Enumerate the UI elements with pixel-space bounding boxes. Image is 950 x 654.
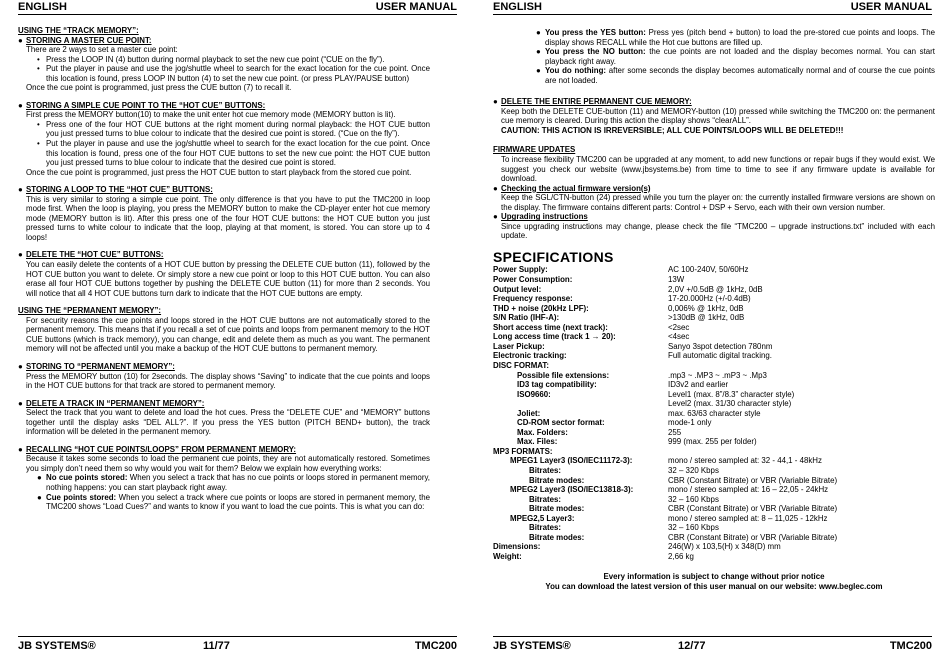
closing-download: You can download the latest version of this user manual on our website: www.beglec.com <box>545 581 883 591</box>
header-language: ENGLISH <box>493 1 542 13</box>
spec-label: ISO9660: <box>517 389 551 399</box>
spec-value: 0,006% @ 1kHz, 0dB <box>668 303 744 313</box>
spec-value: Level1 (max. 8”/8.3” character style) <box>668 389 795 399</box>
bullet-icon: ● <box>18 250 23 260</box>
spec-label: MPEG2 Layer3 (ISO/IEC13818-3): <box>510 485 634 495</box>
list-item: Press the LOOP IN (4) button during normal playback to set the new cue point (“CUE on the fly”). <box>46 54 385 64</box>
list-item: Put the player in pause and use the jog/shuttle wheel to search for the exact location for the cue point. Once this location is found, press one of the four HOT CUE buttons to set the new cue point: the HOT CUE button you just pressed turns to blue colour to indicate that the desired cue point is stored. <box>46 139 430 168</box>
spec-value: 17-20.000Hz (+/-0.4dB) <box>668 294 751 304</box>
list-item: Cue points stored: When you select a track where cue points or loops are stored in permanent memory, the TMC200 shows “Load Cues?” and wants to know if you want to load the cue points. This is what you can do: <box>46 492 430 512</box>
bullet-icon: • <box>37 64 40 74</box>
spec-row <box>493 342 837 352</box>
spec-row <box>493 304 837 314</box>
paragraph: Select the track that you want to delete and load the hot cues. Press the “DELETE CUE” and “MEMORY” buttons together until the display asks “DEL ALL?”. If you press the YES button (PITCH BEND+ button), the track information will be deleted in the permanent memory. <box>26 408 430 437</box>
list-item: Press one of the four HOT CUE buttons at the right moment during normal playback: the HOT CUE button you just pressed turns to blue colour to indicate that the desired cue point is stored. (“Cue on the fly”). <box>46 119 430 139</box>
spec-label: ID3 tag compatibility: <box>517 380 597 390</box>
footer-page-number: 11/77 <box>203 640 230 652</box>
spec-value: <2sec <box>668 322 690 332</box>
page-header <box>18 1 457 15</box>
bullet-icon: ● <box>37 473 42 483</box>
spec-value <box>668 361 837 371</box>
paragraph: Press the MEMORY button (10) for 2seconds. The display shows “Saving” to indicate that the cue points and loops in the HOT CUE buttons for that track are stored to permanent memory. <box>26 371 430 391</box>
section-track-memory <box>18 26 430 93</box>
spec-row <box>493 418 837 428</box>
bullet-icon: ● <box>536 66 541 76</box>
spec-row <box>493 313 837 323</box>
spec-label: CD-ROM sector format: <box>517 418 605 428</box>
spec-row <box>493 428 837 438</box>
paragraph: Keep both the DELETE CUE-button (11) and MEMORY-button (10) pressed while switching the TMC200 on: the permanent cue memory is cleared. During this action the display shows “clearALL”. <box>501 106 935 126</box>
section-specifications <box>493 248 935 592</box>
page-footer <box>493 636 932 651</box>
spec-value: mono / stereo sampled at: 8 – 11,025 - 12kHz <box>668 513 828 523</box>
subsection-heading: DELETE THE “HOT CUE” BUTTONS: <box>26 250 164 260</box>
spec-label: Bitrate modes: <box>529 532 585 542</box>
section-store-permanent <box>18 362 430 391</box>
subsection-heading: Checking the actual firmware version(s) <box>501 183 651 193</box>
list-item: No cue points stored: When you select a track that has no cue points or loops stored in permanent memory, nothing happens: you can start playback right away. <box>46 473 430 492</box>
spec-row <box>493 294 837 304</box>
paragraph: Since upgrading instructions may change, please check the file “TMC200 – upgrade instructions.txt” included with each update. <box>501 221 935 241</box>
bullet-icon: • <box>37 54 40 64</box>
bullet-icon: ● <box>493 183 498 193</box>
section-recall <box>18 445 430 512</box>
recall-options <box>525 28 935 85</box>
spec-row <box>493 447 837 457</box>
paragraph: There are 2 ways to set a master cue point: <box>26 45 178 55</box>
section-simple-cue <box>18 101 430 177</box>
spec-label: Frequency response: <box>493 294 573 304</box>
spec-row <box>493 390 837 400</box>
spec-label <box>493 399 668 409</box>
spec-value: Sanyo 3spot detection 780nm <box>668 341 773 351</box>
spec-value: 2,66 kg <box>668 551 694 561</box>
spec-label: Power Supply: <box>493 265 548 275</box>
spec-value: max. 63/63 character style <box>668 408 761 418</box>
spec-value: CBR (Constant Bitrate) or VBR (Variable Bitrate) <box>668 504 838 514</box>
bullet-icon: ● <box>18 444 23 454</box>
page-right <box>475 0 950 654</box>
spec-row <box>493 485 837 495</box>
footer-model: TMC200 <box>889 640 932 652</box>
bullet-icon: • <box>37 119 40 129</box>
list-item: You press the YES button: Press yes (pitch bend + button) to load the pre-stored cue points and loops. The display shows RECALL while the Hot cue buttons are filled up. <box>545 28 935 47</box>
spec-value: CBR (Constant Bitrate) or VBR (Variable Bitrate) <box>668 532 838 542</box>
spec-row <box>493 514 837 524</box>
spec-label: S/N Ratio (IHF-A): <box>493 313 560 323</box>
bullet-icon: ● <box>18 185 23 195</box>
subsection-heading: DELETE THE ENTIRE PERMANENT CUE MEMORY: <box>501 97 692 107</box>
section-heading: USING THE “TRACK MEMORY”: <box>18 26 139 35</box>
spec-row <box>493 456 837 466</box>
spec-label: THD + noise (20kHz LPF): <box>493 303 589 313</box>
spec-label: Bitrates: <box>529 494 562 504</box>
section-firmware <box>493 145 935 240</box>
spec-label: Max. Files: <box>517 437 558 447</box>
footer-model: TMC200 <box>414 640 457 652</box>
spec-value: 13W <box>668 275 685 285</box>
caution-text: CAUTION: THIS ACTION IS IRREVERSIBLE; ALL CUE POINTS/LOOPS WILL BE DELETED!!! <box>501 125 844 135</box>
spec-row <box>493 542 837 552</box>
footer-page-number: 12/77 <box>678 640 706 652</box>
spec-value: 255 <box>668 427 682 437</box>
spec-row <box>493 504 837 514</box>
subsection-heading: STORING TO “PERMANENT MEMORY”: <box>26 361 175 371</box>
closing-notice: Every information is subject to change without prior notice <box>603 572 825 582</box>
section-permanent-memory <box>18 306 430 354</box>
paragraph: First press the MEMORY button(10) to make the unit enter hot cue memory mode (MEMORY button is lit). <box>26 110 396 120</box>
spec-value: ID3v2 and earlier <box>668 380 729 390</box>
spec-value: Level2 (max. 31/30 character style) <box>668 399 792 409</box>
bullet-icon: • <box>37 139 40 149</box>
spec-label: Bitrate modes: <box>529 475 585 485</box>
section-delete-permanent <box>493 97 935 135</box>
subsection-heading: Upgrading instructions <box>501 212 588 222</box>
bullet-icon: ● <box>493 97 498 107</box>
spec-label: Max. Folders: <box>517 427 568 437</box>
bullet-icon: ● <box>536 28 541 37</box>
spec-label: Bitrate modes: <box>529 504 585 514</box>
spec-value <box>668 447 837 457</box>
paragraph: To increase flexibility TMC200 can be upgraded at any moment, to add new functions or repair bugs if they would exist. We suggest you check our website (www.jbsystems.be) from time to time to see if any firmware update is available for download. <box>501 155 935 184</box>
paragraph: For security reasons the cue points and loops stored in the HOT CUE buttons are not automatically stored to the permanent memory. This means that if you recall a set of cue points and loops from permanent memory to the HOT CUE buttons (which is track memory), you can change, edit and delete them as much as you want. The permanent memory will not be affected until you make a backup of the HOT CUE buttons to permanent memory. <box>26 315 430 354</box>
bullet-icon: ● <box>18 100 23 110</box>
spec-value: 246(W) x 103,5(H) x 348(D) mm <box>668 542 781 552</box>
paragraph: This is very similar to storing a simple cue point. The only difference is that you have to put the TMC200 in loop mode first. When the loop is playing, you press the MEMORY button to make the CD-player enter hot cue memory mode (MEMORY button is lit). After this press one of the four HOT CUE buttons: the HOT CUE button you just pressed turns to white colour to indicate that the loop, playing at that moment, is stored. You can store up to 4 loops! <box>26 194 430 242</box>
spec-value: .mp3 ~ .MP3 ~ .mP3 ~ .Mp3 <box>668 370 767 380</box>
list-item: You press the NO button: the cue points are not loaded and the display becomes normal. You can start playback right away. <box>545 47 935 66</box>
spec-label: MPEG1 Layer3 (ISO/IEC11172-3): <box>510 456 633 466</box>
paragraph: Once the cue point is programmed, just press the HOT CUE button to start playback from the stored cue point. <box>26 167 412 177</box>
spec-label: Power Consumption: <box>493 275 573 285</box>
section-delete-hot-cue <box>18 250 430 298</box>
bullet-icon: ● <box>37 492 42 502</box>
spec-label: Short access time (next track): <box>493 322 608 332</box>
spec-value: >130dB @ 1kHz, 0dB <box>668 313 745 323</box>
spec-value: 32 – 160 Kbps <box>668 523 719 533</box>
bullet-icon: ● <box>18 361 23 371</box>
paragraph: Keep the SGL/CTN-button (24) pressed while you turn the player on: the currently installed firmware versions are shown on the display. The firmware contains different parts: Control + DSP + Servo, each with their own version number. <box>501 193 935 212</box>
bullet-icon: ● <box>493 212 498 222</box>
spec-value: mono / stereo sampled at: 16 – 22,05 - 24kHz <box>668 485 829 495</box>
bullet-icon: ● <box>18 398 23 408</box>
spec-row <box>493 332 837 342</box>
paragraph: Once the cue point is programmed, just press the CUE button (7) to recall it. <box>26 83 292 93</box>
paragraph: Because it takes some seconds to load the permanent cue points, they are not automatically restored. Sometimes you simply don’t need them so why would you wait for them? Below we explain how everything works: <box>26 454 430 473</box>
right-body <box>493 28 936 592</box>
header-title: USER MANUAL <box>850 1 932 13</box>
spec-label: Weight: <box>493 551 522 561</box>
spec-row <box>493 380 837 390</box>
spec-row <box>493 351 837 361</box>
spec-row <box>493 495 837 505</box>
paragraph: You can easily delete the contents of a HOT CUE button by pressing the DELETE CUE button (11), followed by the HOT CUE button you want to delete. Or simply store a new cue point or loop to this HOT CUE button. You can also erase all four HOT CUE buttons together by pushing the DELETE CUE button (11) for more than 2 seconds. You will notice that all 4 HOT CUE buttons turn dark to indicate that the HOT CUE buttons are empty. <box>26 260 430 298</box>
spec-label: Long access time (track 1 → 20): <box>493 332 616 342</box>
subsection-heading: STORING A SIMPLE CUE POINT TO THE “HOT CUE” BUTTONS: <box>26 100 266 110</box>
spec-label: Bitrates: <box>529 465 562 475</box>
section-heading: USING THE “PERMANENT MEMORY”: <box>18 306 162 316</box>
section-heading: FIRMWARE UPDATES <box>493 145 576 155</box>
page-header <box>493 1 932 15</box>
spec-label: Laser Pickup: <box>493 341 545 351</box>
spec-label: Bitrates: <box>529 523 562 533</box>
spec-row <box>493 533 837 543</box>
header-language: ENGLISH <box>18 1 67 13</box>
spec-row <box>493 437 837 447</box>
spec-value: <4sec <box>668 332 690 342</box>
spec-label: Dimensions: <box>493 542 541 552</box>
footer-brand: JB SYSTEMS® <box>18 640 96 652</box>
spec-row <box>493 399 837 409</box>
bullet-icon: ● <box>536 47 541 57</box>
left-body <box>18 26 430 512</box>
spec-label: DISC FORMAT: <box>493 360 549 370</box>
spec-value: Full automatic digital tracking. <box>668 351 772 361</box>
list-item: You do nothing: after some seconds the display becomes automatically normal and of course the cue points are not loaded. <box>545 66 936 85</box>
spec-value: 32 – 160 Kbps <box>668 494 719 504</box>
header-title: USER MANUAL <box>375 1 457 13</box>
section-delete-track <box>18 399 430 437</box>
subsection-heading: RECALLING “HOT CUE POINTS/LOOPS” FROM PERMANENT MEMORY: <box>26 444 297 454</box>
spec-label: MPEG2,5 Layer3: <box>510 513 575 523</box>
list-item: Put the player in pause and use the jog/shuttle wheel to search for the exact location for the cue point. Once this location is found, press LOOP IN button (4) to set the new cue point. (or press PLAY/PAUSE button) <box>46 64 430 83</box>
spec-row <box>493 466 837 476</box>
spec-value: mode-1 only <box>668 418 712 428</box>
subsection-heading: DELETE A TRACK IN “PERMANENT MEMORY”: <box>26 398 205 408</box>
spec-value: CBR (Constant Bitrate) or VBR (Variable Bitrate) <box>668 475 838 485</box>
subsection-heading: STORING A MASTER CUE POINT: <box>26 35 152 45</box>
spec-row <box>493 265 837 275</box>
spec-label: Possible file extensions: <box>517 370 610 380</box>
spec-row <box>493 361 837 371</box>
spec-row <box>493 371 837 381</box>
spec-value: 999 (max. 255 per folder) <box>668 437 757 447</box>
spec-label: Joliet: <box>517 408 541 418</box>
specifications-title: SPECIFICATIONS <box>493 248 614 265</box>
spec-label: Output level: <box>493 284 542 294</box>
spec-value: 2,0V +/0.5dB @ 1kHz, 0dB <box>668 284 763 294</box>
spec-value: AC 100-240V, 50/60Hz <box>668 265 749 275</box>
spec-row <box>493 285 837 295</box>
section-store-loop <box>18 185 430 242</box>
subsection-heading: STORING A LOOP TO THE “HOT CUE” BUTTONS: <box>26 185 213 195</box>
spec-row <box>493 323 837 333</box>
spec-value: 32 – 320 Kbps <box>668 465 719 475</box>
spec-row <box>493 476 837 486</box>
spec-label: MP3 FORMATS: <box>493 446 553 456</box>
spec-row <box>493 552 837 562</box>
spec-row <box>493 275 837 285</box>
spec-row <box>493 409 837 419</box>
specifications-table <box>493 265 837 561</box>
footer-brand: JB SYSTEMS® <box>493 640 571 652</box>
page-footer <box>18 636 457 651</box>
spec-row <box>493 523 837 533</box>
spec-label: Electronic tracking: <box>493 351 567 361</box>
spec-value: mono / stereo sampled at: 32 - 44,1 - 48kHz <box>668 456 822 466</box>
bullet-icon: ● <box>18 35 23 45</box>
